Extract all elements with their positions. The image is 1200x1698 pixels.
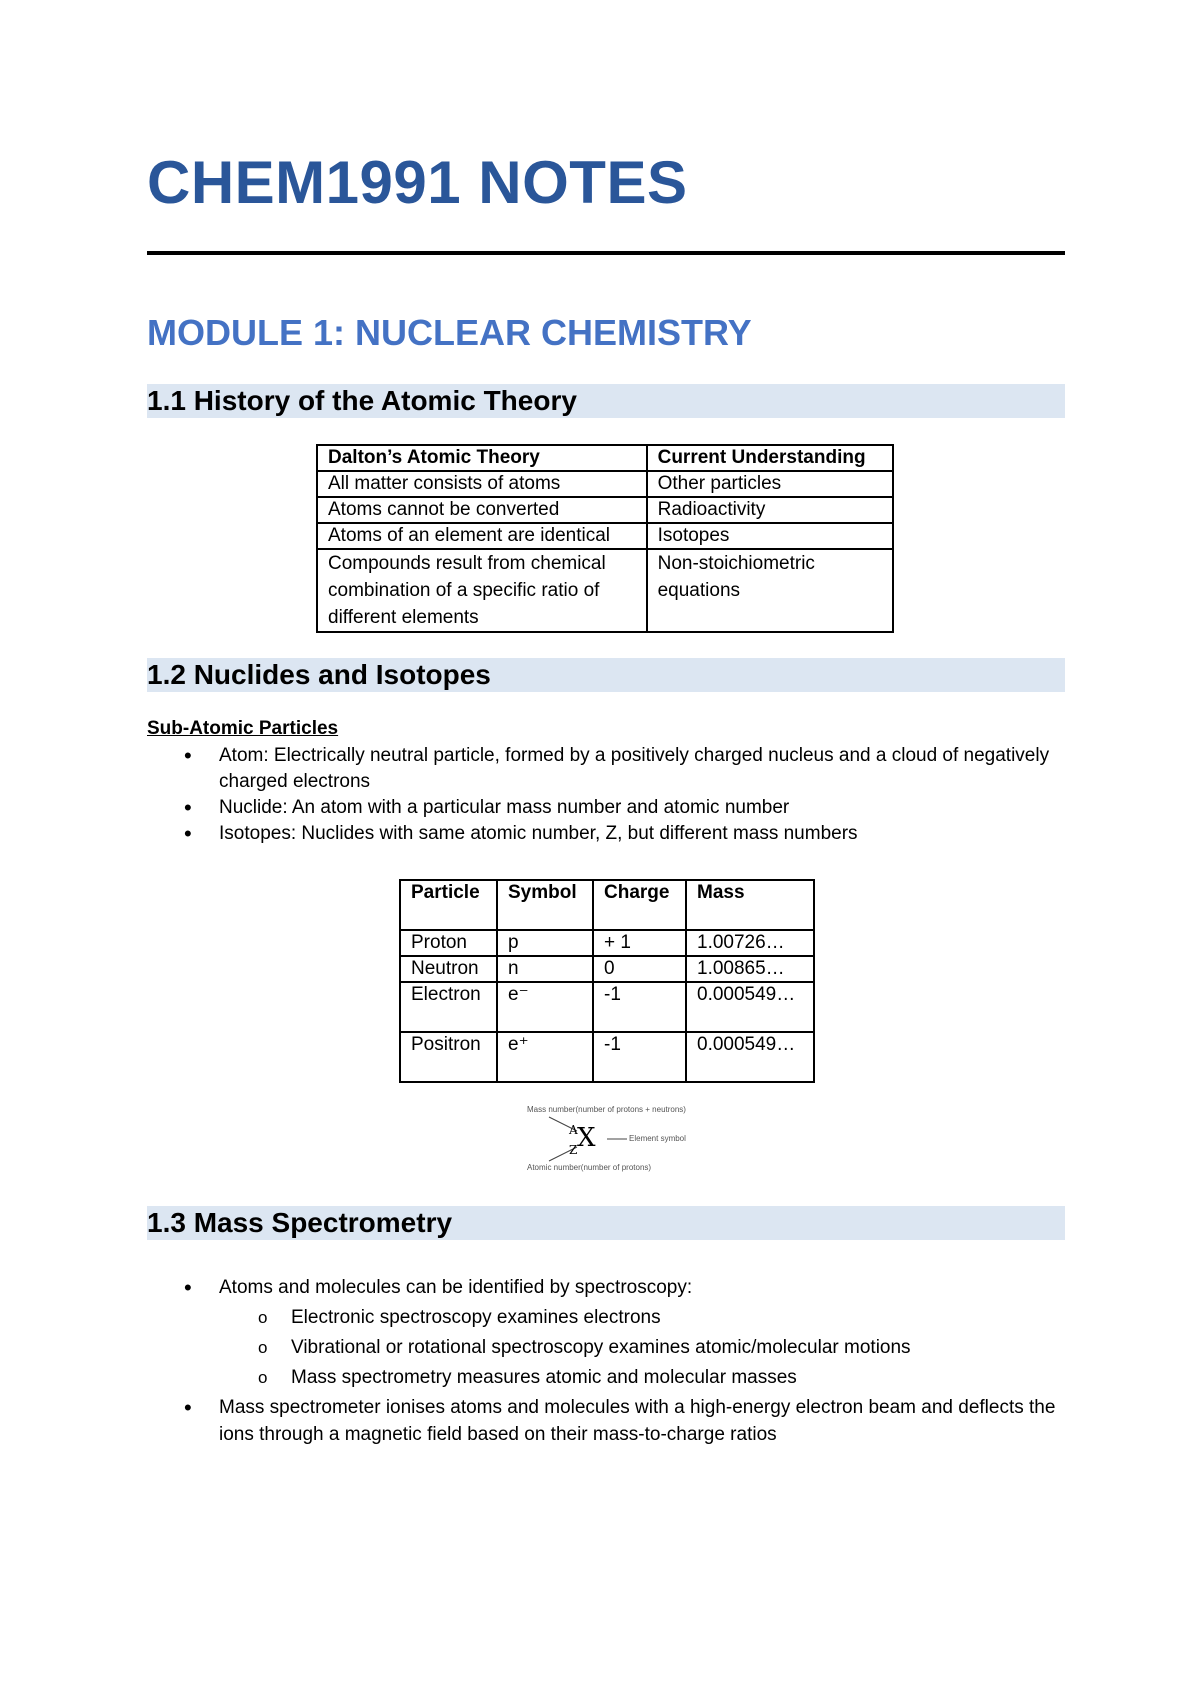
- table-cell: -1: [593, 982, 686, 1032]
- table-cell: Radioactivity: [647, 497, 893, 523]
- table-cell: e⁺: [497, 1032, 593, 1082]
- table-cell: 0.000549…: [686, 1032, 814, 1082]
- list-item: • Mass spectrometer ionises atoms and molecules with a high-energy electron beam and deflects the ions through a magnetic field based on their mass-to-charge ratios: [147, 1394, 1065, 1448]
- section-heading-1-3: 1.3 Mass Spectrometry: [147, 1206, 1065, 1240]
- atomic-number-label: Atomic number(number of protons): [527, 1163, 652, 1172]
- table-header-cell: Dalton’s Atomic Theory: [317, 445, 647, 471]
- table-cell: e⁻: [497, 982, 593, 1032]
- table-header-cell: Symbol: [497, 880, 593, 930]
- table-cell: 1.00865…: [686, 956, 814, 982]
- list-item-text: Atoms and molecules can be identified by spectroscopy:: [219, 1277, 693, 1298]
- table-header-cell: Mass: [686, 880, 814, 930]
- table-cell: Positron: [400, 1032, 497, 1082]
- table-cell: -1: [593, 1032, 686, 1082]
- table-header-row: [317, 445, 893, 471]
- subatomic-subheading: Sub-Atomic Particles: [147, 718, 339, 739]
- atomic-number-symbol: Z: [569, 1143, 578, 1157]
- table-header-cell: Particle: [400, 880, 497, 930]
- section-heading-1-1: 1.1 History of the Atomic Theory: [147, 384, 1065, 418]
- table-cell: 0: [593, 956, 686, 982]
- table-cell: Non-stoichiometric equations: [647, 549, 893, 632]
- table-cell: All matter consists of atoms: [317, 471, 647, 497]
- table-header-cell: Current Understanding: [647, 445, 893, 471]
- table-cell: Compounds result from chemical combination of a specific ratio of different elements: [317, 549, 647, 632]
- title-divider: [147, 251, 1065, 255]
- table-cell: + 1: [593, 930, 686, 956]
- table-row: [400, 1032, 814, 1082]
- mass-number-symbol: A: [569, 1123, 578, 1137]
- table-row: [400, 930, 814, 956]
- particle-table: [399, 879, 815, 1083]
- element-symbol: X: [577, 1123, 596, 1153]
- table-cell: Other particles: [647, 471, 893, 497]
- table-row: [317, 497, 893, 523]
- module-heading: MODULE 1: NUCLEAR CHEMISTRY: [147, 312, 752, 353]
- table-cell: 0.000549…: [686, 982, 814, 1032]
- table-row: [317, 549, 893, 632]
- mass-number-label: Mass number(number of protons + neutrons): [527, 1105, 686, 1114]
- sub-bullet-list: [219, 1304, 1065, 1391]
- mass-spec-bullet-list: [147, 1274, 1065, 1448]
- list-item: • Isotopes: Nuclides with same atomic number, Z, but different mass numbers: [147, 821, 1065, 847]
- table-cell: n: [497, 956, 593, 982]
- table-cell: Isotopes: [647, 523, 893, 549]
- list-item: • Nuclide: An atom with a particular mass number and atomic number: [147, 795, 1065, 821]
- table-header-row: [400, 880, 814, 930]
- sub-list-item: o Vibrational or rotational spectroscopy examines atomic/molecular motions: [147, 1334, 1065, 1361]
- element-symbol-label: Element symbol: [629, 1134, 686, 1143]
- list-item: [147, 1274, 1065, 1391]
- nuclide-notation-figure: [527, 1105, 697, 1173]
- document-title: CHEM1991 NOTES: [147, 149, 688, 216]
- table-row: [317, 523, 893, 549]
- list-item: • Atom: Electrically neutral particle, formed by a positively charged nucleus and a cloud of negatively charged electrons: [147, 743, 1065, 795]
- table-cell: Atoms of an element are identical: [317, 523, 647, 549]
- subatomic-bullet-list: [147, 743, 1065, 847]
- table-cell: 1.00726…: [686, 930, 814, 956]
- sub-list-item: o Mass spectrometry measures atomic and molecular masses: [147, 1364, 1065, 1391]
- section-heading-1-2: 1.2 Nuclides and Isotopes: [147, 658, 1065, 692]
- table-row: [317, 471, 893, 497]
- sub-list-item: o Electronic spectroscopy examines electrons: [147, 1304, 1065, 1331]
- table-row: [400, 956, 814, 982]
- table-row: [400, 982, 814, 1032]
- table-cell: Atoms cannot be converted: [317, 497, 647, 523]
- table-cell: Neutron: [400, 956, 497, 982]
- table-cell: p: [497, 930, 593, 956]
- table-cell: Electron: [400, 982, 497, 1032]
- table-header-cell: Charge: [593, 880, 686, 930]
- dalton-table: [316, 444, 894, 633]
- table-cell: Proton: [400, 930, 497, 956]
